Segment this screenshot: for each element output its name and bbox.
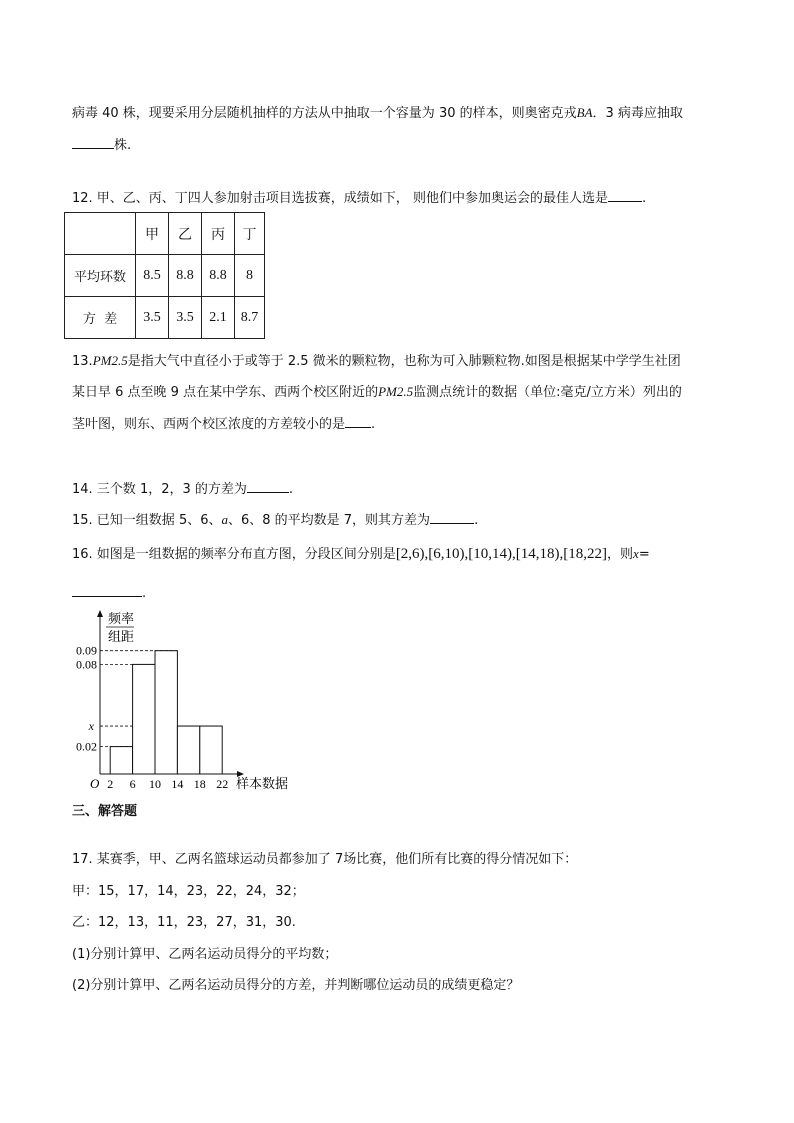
table-cell: 8.5 [136, 255, 169, 297]
q13-line2: 某日早 6 点至晚 9 点在某中学东、西两个校区附近的PM2.5监测点统计的数据（单位:毫克/立方米）列出的 [72, 384, 682, 400]
table-row [65, 297, 265, 339]
answer-blank-12[interactable] [608, 187, 642, 202]
table-cell: 8.7 [235, 297, 265, 339]
q17-part2: (2)分别计算甲、乙两名运动员得分的方差，并判断哪位运动员的成绩更稳定？ [72, 978, 520, 993]
table-cell: 3.5 [136, 297, 169, 339]
x-tick-label: 14 [171, 777, 184, 791]
histogram-bar [200, 726, 222, 774]
q11-line2: 株. [72, 134, 131, 153]
q16-text: 16. 如图是一组数据的频率分布直方图，分段区间分别是[2,6),[6,10),[10,14),[14,18),[18,22]，则x= [72, 546, 650, 562]
row-label: 平均环数 [65, 255, 136, 297]
y-tick-label: 0.09 [76, 643, 97, 658]
answer-blank-16[interactable] [72, 582, 142, 597]
x-tick-label: 18 [193, 777, 206, 791]
table-row [65, 255, 265, 297]
table-cell: 8.8 [202, 255, 235, 297]
histogram-bar [110, 747, 132, 774]
frequency-histogram [70, 606, 310, 796]
q13-line1: 13.PM2.5是指大气中直径小于或等于 2.5 微米的颗粒物，也称为可入肺颗粒物.如图是根据某中学学生社团 [72, 353, 681, 369]
x-tick-label: 6 [129, 777, 136, 791]
table-cell: 8 [235, 255, 265, 297]
table-header-cell: 甲 [136, 213, 169, 255]
strain-name: BA [576, 105, 593, 120]
q17-part1: (1)分别计算甲、乙两名运动员得分的平均数； [72, 947, 338, 962]
q13-line3: 茎叶图，则东、西两个校区浓度的方差较小的是 . [72, 413, 375, 432]
histogram-bar [155, 651, 177, 774]
x-axis-label: 样本数据 [236, 777, 289, 792]
answer-blank-13[interactable] [345, 413, 371, 428]
histogram-bar [177, 726, 199, 774]
answer-blank-15[interactable] [430, 509, 474, 524]
y-label-top: 频率 [108, 612, 135, 627]
q17-yi: 乙：12，13，11，23，27，31，30. [72, 915, 296, 930]
q15-text: 15. 已知一组数据 5、6、a、6、8 的平均数是 7，则其方差为 . [72, 509, 478, 528]
y-tick-label: x [88, 719, 94, 734]
answer-blank-11[interactable] [72, 134, 114, 149]
answer-blank-14[interactable] [247, 478, 289, 493]
section-title: 三、解答题 [72, 804, 138, 819]
y-label-bottom: 组距 [108, 630, 135, 645]
q17-jia: 甲：15，17，14，23，22，24，32； [72, 884, 305, 899]
q11-line1: 病毒 40 株，现要采用分层随机抽样的方法从中抽取一个容量为 30 的样本，则奥密克戎BA．3 病毒应抽取 [72, 105, 683, 121]
histogram-bar [133, 664, 155, 774]
table-cell: 3.5 [169, 297, 202, 339]
table-header-cell: 丁 [235, 213, 265, 255]
hist-bars [110, 651, 222, 774]
score-table [64, 212, 265, 339]
interval-list: [2,6),[6,10),[10,14),[14,18),[18,22] [395, 546, 608, 562]
table-cell [65, 213, 136, 255]
q12-text: 12. 甲、乙、丙、丁四人参加射击项目选拔赛，成绩如下， 则他们中参加奥运会的最佳人选是 . [72, 187, 646, 206]
q17-intro: 17. 某赛季，甲、乙两名篮球运动员都参加了 7场比赛，他们所有比赛的得分情况如下： [72, 852, 578, 867]
table-header-row [65, 213, 265, 255]
y-tick-label: 0.02 [76, 739, 97, 754]
table-header-cell: 乙 [169, 213, 202, 255]
y-tick-label: 0.08 [76, 657, 97, 672]
table-cell: 2.1 [202, 297, 235, 339]
q16-line2: . [72, 582, 146, 601]
table-cell: 8.8 [169, 255, 202, 297]
q14-text: 14. 三个数 1，2，3 的方差为 . [72, 478, 293, 497]
origin-label: O [90, 776, 100, 791]
x-tick-label: 22 [216, 777, 229, 791]
x-tick-label: 2 [107, 777, 114, 791]
y-axis-arrow-icon [97, 610, 103, 617]
table-header-cell: 丙 [202, 213, 235, 255]
x-tick-label: 10 [149, 777, 161, 791]
row-label: 方 差 [65, 297, 136, 339]
